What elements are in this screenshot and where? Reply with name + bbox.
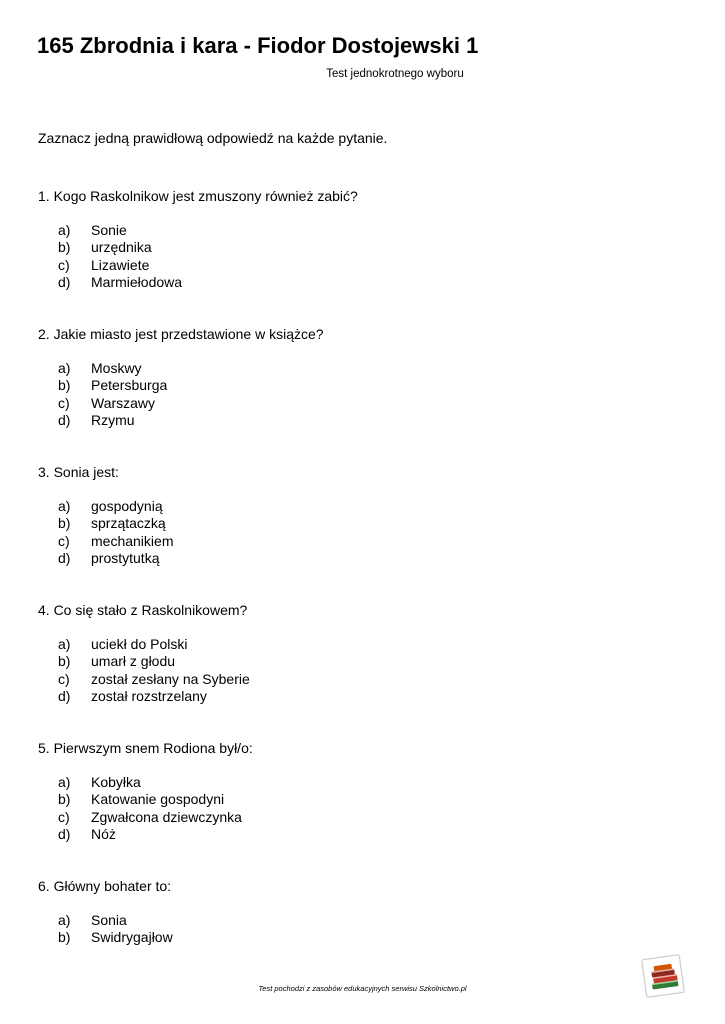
question-text: 1. Kogo Raskolnikow jest zmuszony również zabić? xyxy=(38,188,358,204)
option-letter: c) xyxy=(58,808,70,825)
option-text: został rozstrzelany xyxy=(91,687,207,704)
option-letter: a) xyxy=(58,636,71,652)
option-a[interactable] xyxy=(38,498,678,515)
question-text: 5. Pierwszym snem Rodiona był/o: xyxy=(38,740,253,756)
option-letter: b) xyxy=(58,239,71,256)
option-a[interactable] xyxy=(38,222,678,239)
option-text: został zesłany na Syberie xyxy=(91,670,250,687)
option-b[interactable] xyxy=(38,929,678,946)
books-logo-graphic xyxy=(640,953,686,999)
option-letter: b) xyxy=(58,791,71,808)
option-letter: a) xyxy=(58,912,71,928)
option-text: Zgwałcona dziewczynka xyxy=(91,808,242,825)
option-letter: d) xyxy=(58,687,71,704)
option-list xyxy=(38,912,678,947)
question-2 xyxy=(38,326,678,428)
option-a[interactable] xyxy=(38,912,678,929)
option-text: sprzątaczką xyxy=(91,515,166,532)
option-letter: d) xyxy=(58,825,71,842)
option-letter: a) xyxy=(58,222,71,238)
option-c[interactable] xyxy=(38,809,678,826)
question-text: 6. Główny bohater to: xyxy=(38,878,172,894)
instruction-text: Zaznacz jedną prawidłową odpowiedź na każde pytanie. xyxy=(38,130,388,146)
option-letter: c) xyxy=(58,670,70,687)
option-text: prostytutką xyxy=(91,549,160,566)
option-text: Lizawiete xyxy=(91,256,150,273)
option-d[interactable] xyxy=(38,412,678,429)
option-text: gospodynią xyxy=(91,498,163,514)
option-text: Marmiełodowa xyxy=(91,273,183,290)
question-list xyxy=(38,188,678,1016)
option-text: Nóż xyxy=(91,825,116,842)
option-text: uciekł do Polski xyxy=(91,636,188,652)
option-list xyxy=(38,498,678,567)
option-letter: d) xyxy=(58,411,71,428)
option-letter: a) xyxy=(58,360,71,376)
option-letter: c) xyxy=(58,394,70,411)
question-3 xyxy=(38,464,678,566)
option-a[interactable] xyxy=(38,774,678,791)
option-c[interactable] xyxy=(38,257,678,274)
option-text: Sonie xyxy=(91,222,127,238)
option-list xyxy=(38,636,678,705)
option-text: Sonia xyxy=(91,912,127,928)
option-letter: b) xyxy=(58,515,71,532)
page-subtitle: Test jednokrotnego wyboru xyxy=(326,68,464,80)
option-letter: b) xyxy=(58,377,71,394)
option-c[interactable] xyxy=(38,533,678,550)
option-text: Kobyłka xyxy=(91,774,141,790)
option-b[interactable] xyxy=(38,653,678,670)
option-text: Petersburga xyxy=(91,377,168,394)
option-text: Rzymu xyxy=(91,411,135,428)
option-letter: a) xyxy=(58,774,71,790)
option-letter: d) xyxy=(58,549,71,566)
question-text: 4. Co się stało z Raskolnikowem? xyxy=(38,602,248,618)
option-d[interactable] xyxy=(38,274,678,291)
option-list xyxy=(38,774,678,843)
option-letter: c) xyxy=(58,256,70,273)
option-letter: a) xyxy=(58,498,71,514)
option-list xyxy=(38,360,678,429)
option-d[interactable] xyxy=(38,550,678,567)
option-text: Swidrygajłow xyxy=(91,929,173,946)
option-text: umarł z głodu xyxy=(91,653,176,670)
option-b[interactable] xyxy=(38,791,678,808)
question-6 xyxy=(38,878,678,980)
books-icon xyxy=(640,953,686,999)
option-text: Warszawy xyxy=(91,394,156,411)
question-1 xyxy=(38,188,678,290)
option-a[interactable] xyxy=(38,360,678,377)
option-text: urzędnika xyxy=(91,239,152,256)
option-text: Moskwy xyxy=(91,360,142,376)
question-text: 3. Sonia jest: xyxy=(38,464,119,480)
option-b[interactable] xyxy=(38,239,678,256)
option-letter: b) xyxy=(58,653,71,670)
option-c[interactable] xyxy=(38,395,678,412)
option-c[interactable] xyxy=(38,671,678,688)
option-d[interactable] xyxy=(38,688,678,705)
option-b[interactable] xyxy=(38,377,678,394)
option-a[interactable] xyxy=(38,636,678,653)
page-title: 165 Zbrodnia i kara - Fiodor Dostojewski 1 xyxy=(37,33,479,58)
option-d[interactable] xyxy=(38,826,678,843)
question-4 xyxy=(38,602,678,704)
option-text: mechanikiem xyxy=(91,532,174,549)
option-letter: d) xyxy=(58,273,71,290)
option-letter: c) xyxy=(58,532,70,549)
option-list xyxy=(38,222,678,291)
question-5 xyxy=(38,740,678,842)
option-text: Katowanie gospodyni xyxy=(91,791,225,808)
option-letter: b) xyxy=(58,929,71,946)
question-text: 2. Jakie miasto jest przedstawione w książce? xyxy=(38,326,324,342)
option-b[interactable] xyxy=(38,515,678,532)
footer-source-note: Test pochodzi z zasobów edukacyjnych serwisu Szkolnictwo.pl xyxy=(258,984,467,993)
